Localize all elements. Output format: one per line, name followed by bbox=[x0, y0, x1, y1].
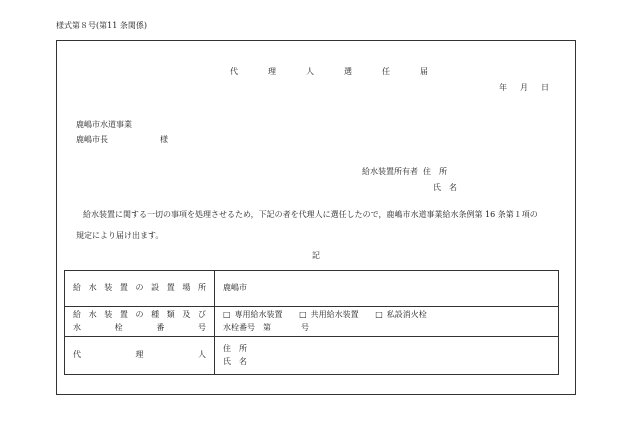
label-char: 水 bbox=[73, 322, 81, 332]
label-char: 給 bbox=[73, 283, 81, 293]
option-dedicated[interactable] bbox=[223, 309, 283, 322]
installation-location-value[interactable] bbox=[215, 271, 559, 307]
label-char: の bbox=[135, 283, 144, 293]
ki-heading: 記 bbox=[312, 251, 320, 260]
date-line bbox=[499, 84, 549, 92]
installation-location-text: 鹿嶋市 bbox=[223, 283, 247, 293]
body-text-line-2: 規定により届け出ます。 bbox=[76, 231, 164, 240]
option-label: 共用給水装置 bbox=[310, 309, 359, 319]
label-char: 装 bbox=[104, 309, 113, 319]
option-label: 専用給水装置 bbox=[234, 309, 283, 319]
label-char: 水 bbox=[88, 309, 97, 319]
agent-label bbox=[65, 337, 215, 375]
addressee-mayor: 鹿嶋市長 bbox=[76, 135, 108, 144]
title-char: 任 bbox=[382, 67, 390, 76]
title-char: 届 bbox=[420, 67, 428, 76]
table-row-installation-location bbox=[65, 271, 559, 307]
label-char: 置 bbox=[166, 283, 175, 293]
label-char: の bbox=[135, 309, 144, 319]
device-type-label bbox=[65, 307, 215, 337]
label-char: 装 bbox=[104, 283, 113, 293]
agent-address-label: 住 所 bbox=[223, 343, 247, 353]
label-char: 給 bbox=[73, 309, 81, 319]
addressee-honorific: 様 bbox=[160, 135, 168, 144]
option-private-hydrant[interactable] bbox=[375, 309, 427, 322]
option-label: 私設消火栓 bbox=[386, 309, 427, 319]
agent-value[interactable] bbox=[215, 337, 559, 375]
form-title bbox=[230, 68, 428, 76]
title-char: 理 bbox=[268, 67, 276, 76]
label-char: 及 bbox=[182, 309, 191, 319]
label-char: 場 bbox=[182, 283, 191, 293]
label-char: 番 bbox=[156, 322, 165, 332]
checkbox-icon[interactable]: □ bbox=[375, 309, 383, 319]
label-char: 理 bbox=[135, 350, 144, 360]
meter-number-suffix: 号 bbox=[301, 322, 309, 332]
addressee-organization: 鹿嶋市水道事業 bbox=[76, 120, 132, 129]
date-month-label: 月 bbox=[520, 83, 528, 92]
form-number: 様式第８号(第11 条関係) bbox=[56, 21, 147, 30]
label-char: 水 bbox=[88, 283, 97, 293]
body-text-line-1: 給水装置に関する一切の事項を処理させるため，下記の者を代理人に選任したので，鹿嶋市水道事業給水条例第 16 条第１項の bbox=[83, 210, 538, 219]
label-char: 置 bbox=[119, 283, 128, 293]
title-char: 選 bbox=[344, 67, 352, 76]
agent-name-label: 氏 名 bbox=[223, 356, 247, 366]
table-row-agent bbox=[65, 337, 559, 375]
label-char: 人 bbox=[198, 350, 206, 360]
label-char: 栓 bbox=[114, 322, 123, 332]
detail-table bbox=[64, 270, 559, 375]
label-char: 所 bbox=[198, 283, 206, 293]
installation-location-label bbox=[65, 271, 215, 307]
checkbox-icon[interactable]: □ bbox=[223, 309, 231, 319]
label-char: び bbox=[198, 309, 206, 319]
label-char: 号 bbox=[197, 322, 206, 332]
checkbox-icon[interactable]: □ bbox=[299, 309, 307, 319]
owner-address-label: 住 所 bbox=[423, 167, 447, 176]
title-char: 代 bbox=[230, 67, 238, 76]
owner-name-label: 氏 名 bbox=[433, 183, 457, 192]
label-char: 代 bbox=[73, 350, 81, 360]
meter-number-line[interactable] bbox=[223, 322, 550, 335]
date-day-label: 日 bbox=[541, 83, 549, 92]
title-char: 人 bbox=[306, 67, 314, 76]
option-shared[interactable] bbox=[299, 309, 359, 322]
meter-number-label: 水栓番号 第 bbox=[223, 322, 271, 332]
date-year-label: 年 bbox=[499, 83, 507, 92]
label-char: 類 bbox=[166, 309, 175, 319]
owner-label: 給水装置所有者 bbox=[362, 167, 418, 176]
label-char: 設 bbox=[151, 283, 160, 293]
label-char: 種 bbox=[151, 309, 160, 319]
device-type-value bbox=[215, 307, 559, 337]
label-char: 置 bbox=[119, 309, 128, 319]
table-row-device-type bbox=[65, 307, 559, 337]
